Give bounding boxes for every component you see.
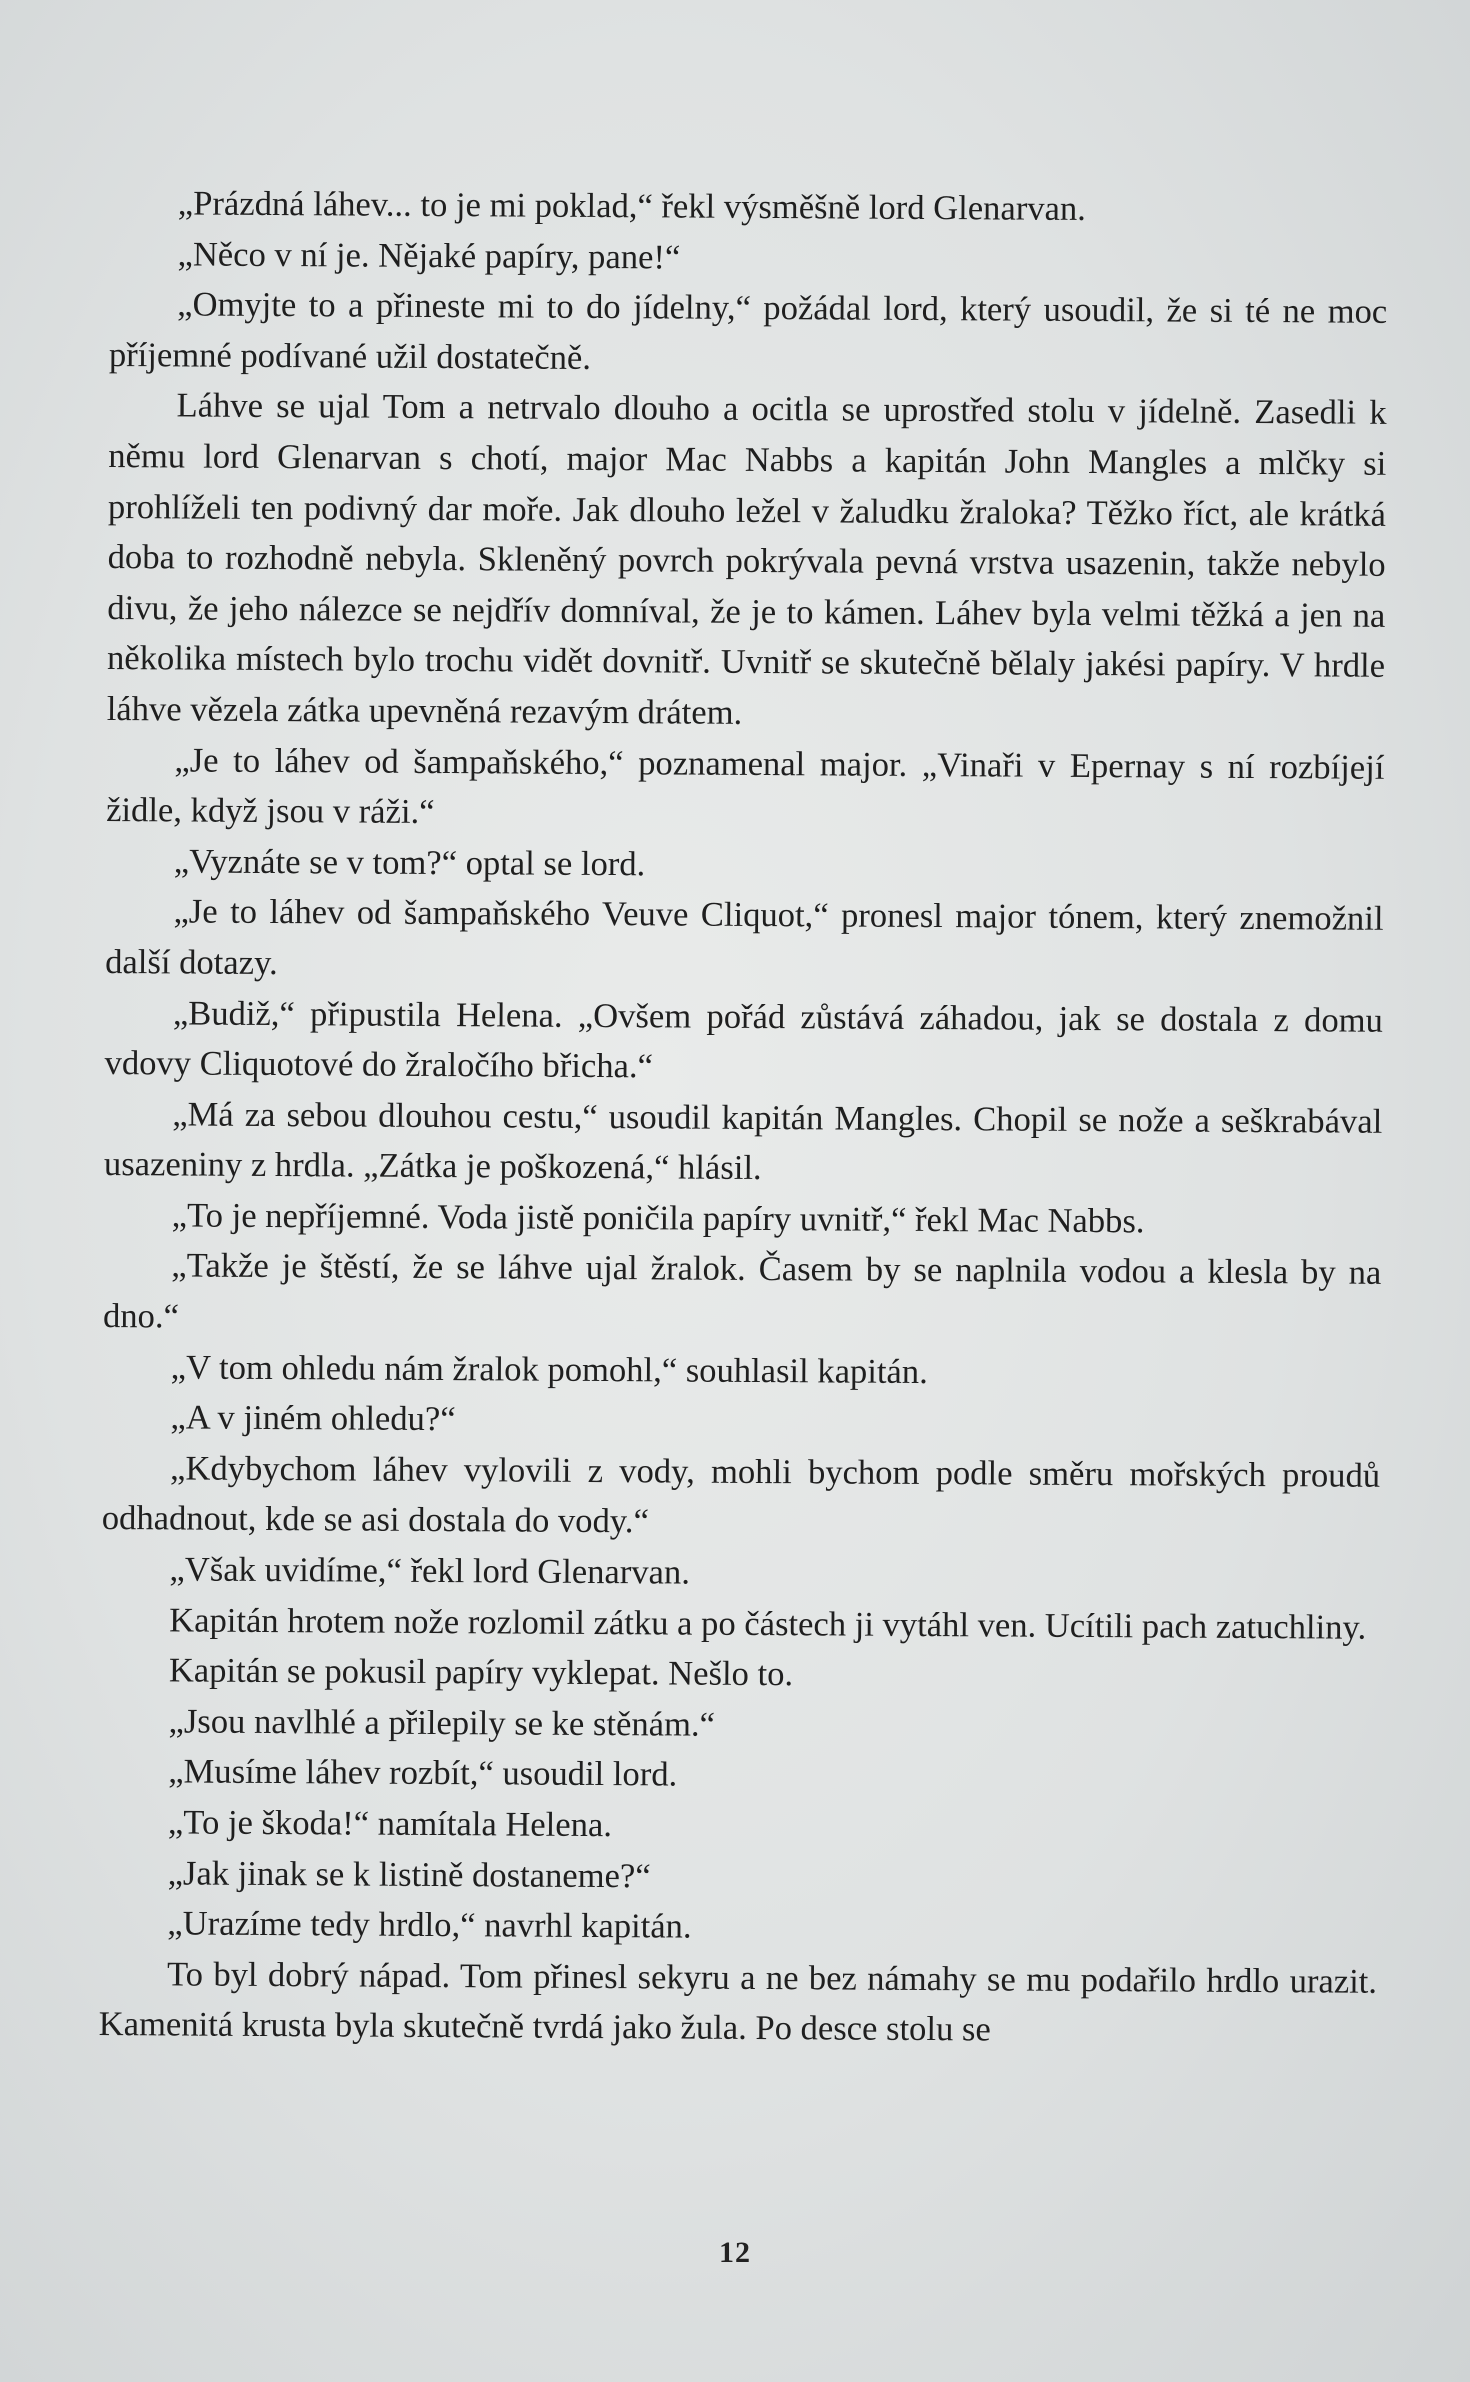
paragraph: „Jsou navlhlé a přilepily se ke stěnám.“ xyxy=(168,1702,716,1744)
paragraph: „Je to láhev od šampaňského Veuve Cliquot,“ pronesl major tónem, který znemožnil další dotazy. xyxy=(105,892,1384,982)
paragraph: Kapitán hrotem nože rozlomil zátku a po částech ji vytáhl ven. Ucítili pach zatuchliny. xyxy=(169,1601,1367,1647)
paragraph: „To je škoda!“ namítala Helena. xyxy=(167,1803,613,1845)
paragraph: „Kdybychom láhev vylovili z vody, mohli bychom podle směru mořských proudů odhadnout, kde se asi dostala do vody.“ xyxy=(101,1449,1381,1541)
paragraph: „Vyznáte se v tom?“ optal se lord. xyxy=(173,842,646,884)
paragraph: „Něco v ní je. Nějaké papíry, pane!“ xyxy=(177,235,681,277)
paragraph: Kapitán se pokusil papíry vyklepat. Nešlo to. xyxy=(168,1651,794,1694)
paragraph: Láhve se ujal Tom a netrvalo dlouho a ocitla se uprostřed stolu v jídelně. Zasedli k němu lord Glenarvan s chotí, major Mac Nabbs a kapitán John Mangles a mlčky si prohlíželi ten podivný dar moře. Jak dlouho ležel v žaludku žraloka? Těžko říct, ale krátká doba to rozhodně nebyla. Skleněný povrch pokrývala pevná vrstva usazenin, takže nebylo divu, že jeho nálezce se nejdřív domníval, že je to kámen. Láhev byla velmi těžká a jen na několika místech bylo trochu vidět dovnitř. Uvnitř se skutečně bělaly jakési papíry. V hrdle láhve vězela zátka upevněná rezavým drátem. xyxy=(106,386,1387,732)
paragraph: „Musíme láhev rozbít,“ usoudil lord. xyxy=(168,1752,678,1794)
paragraph: „Urazíme tedy hrdlo,“ navrhl kapitán. xyxy=(167,1904,692,1946)
page-number: 12 xyxy=(719,2236,751,2269)
paragraph: „Má za sebou dlouhou cestu,“ usoudil kapitán Mangles. Chopil se nože a seškrabával usazeniny z hrdla. „Zátka je poškozená,“ hlásil. xyxy=(103,1095,1383,1188)
paragraph: „Prázdná láhev... to je mi poklad,“ řekl výsměšně lord Glenarvan. xyxy=(177,184,1086,228)
paragraph: „Však uvidíme,“ řekl lord Glenarvan. xyxy=(169,1550,691,1592)
paragraph: „V tom ohledu nám žralok pomohl,“ souhlasil kapitán. xyxy=(170,1348,928,1391)
paragraph: „A v jiném ohledu?“ xyxy=(170,1398,456,1439)
paragraph: „Je to láhev od šampaňského,“ poznamenal major. „Vinaři v Epernay s ní rozbíjejí židle, když jsou v ráži.“ xyxy=(106,740,1385,832)
paragraph: „Jak jinak se k listině dostaneme?“ xyxy=(167,1853,651,1895)
body-text xyxy=(99,178,1388,2058)
paragraph: To byl dobrý nápad. Tom přinesl sekyru a ne bez námahy se mu podařilo hrdlo urazit. Kamenitá krusta byla skutečně tvrdá jako žula. Po desce stolu se xyxy=(98,1955,1378,2049)
paragraph: „To je nepříjemné. Voda jistě poničila papíry uvnitř,“ řekl Mac Nabbs. xyxy=(171,1196,1145,1241)
paragraph: „Takže je štěstí, že se láhve ujal žralok. Časem by se naplnila vodou a klesla by na dno.“ xyxy=(102,1246,1382,1336)
paragraph: „Budiž,“ připustila Helena. „Ovšem pořád zůstává záhadou, jak se dostala z domu vdovy Cliquotové do žraločího břicha.“ xyxy=(104,993,1383,1086)
paragraph: „Omyjte to a přineste mi to do jídelny,“ požádal lord, který usoudil, že si té ne moc příjemné podívané užil dostatečně. xyxy=(108,285,1388,377)
